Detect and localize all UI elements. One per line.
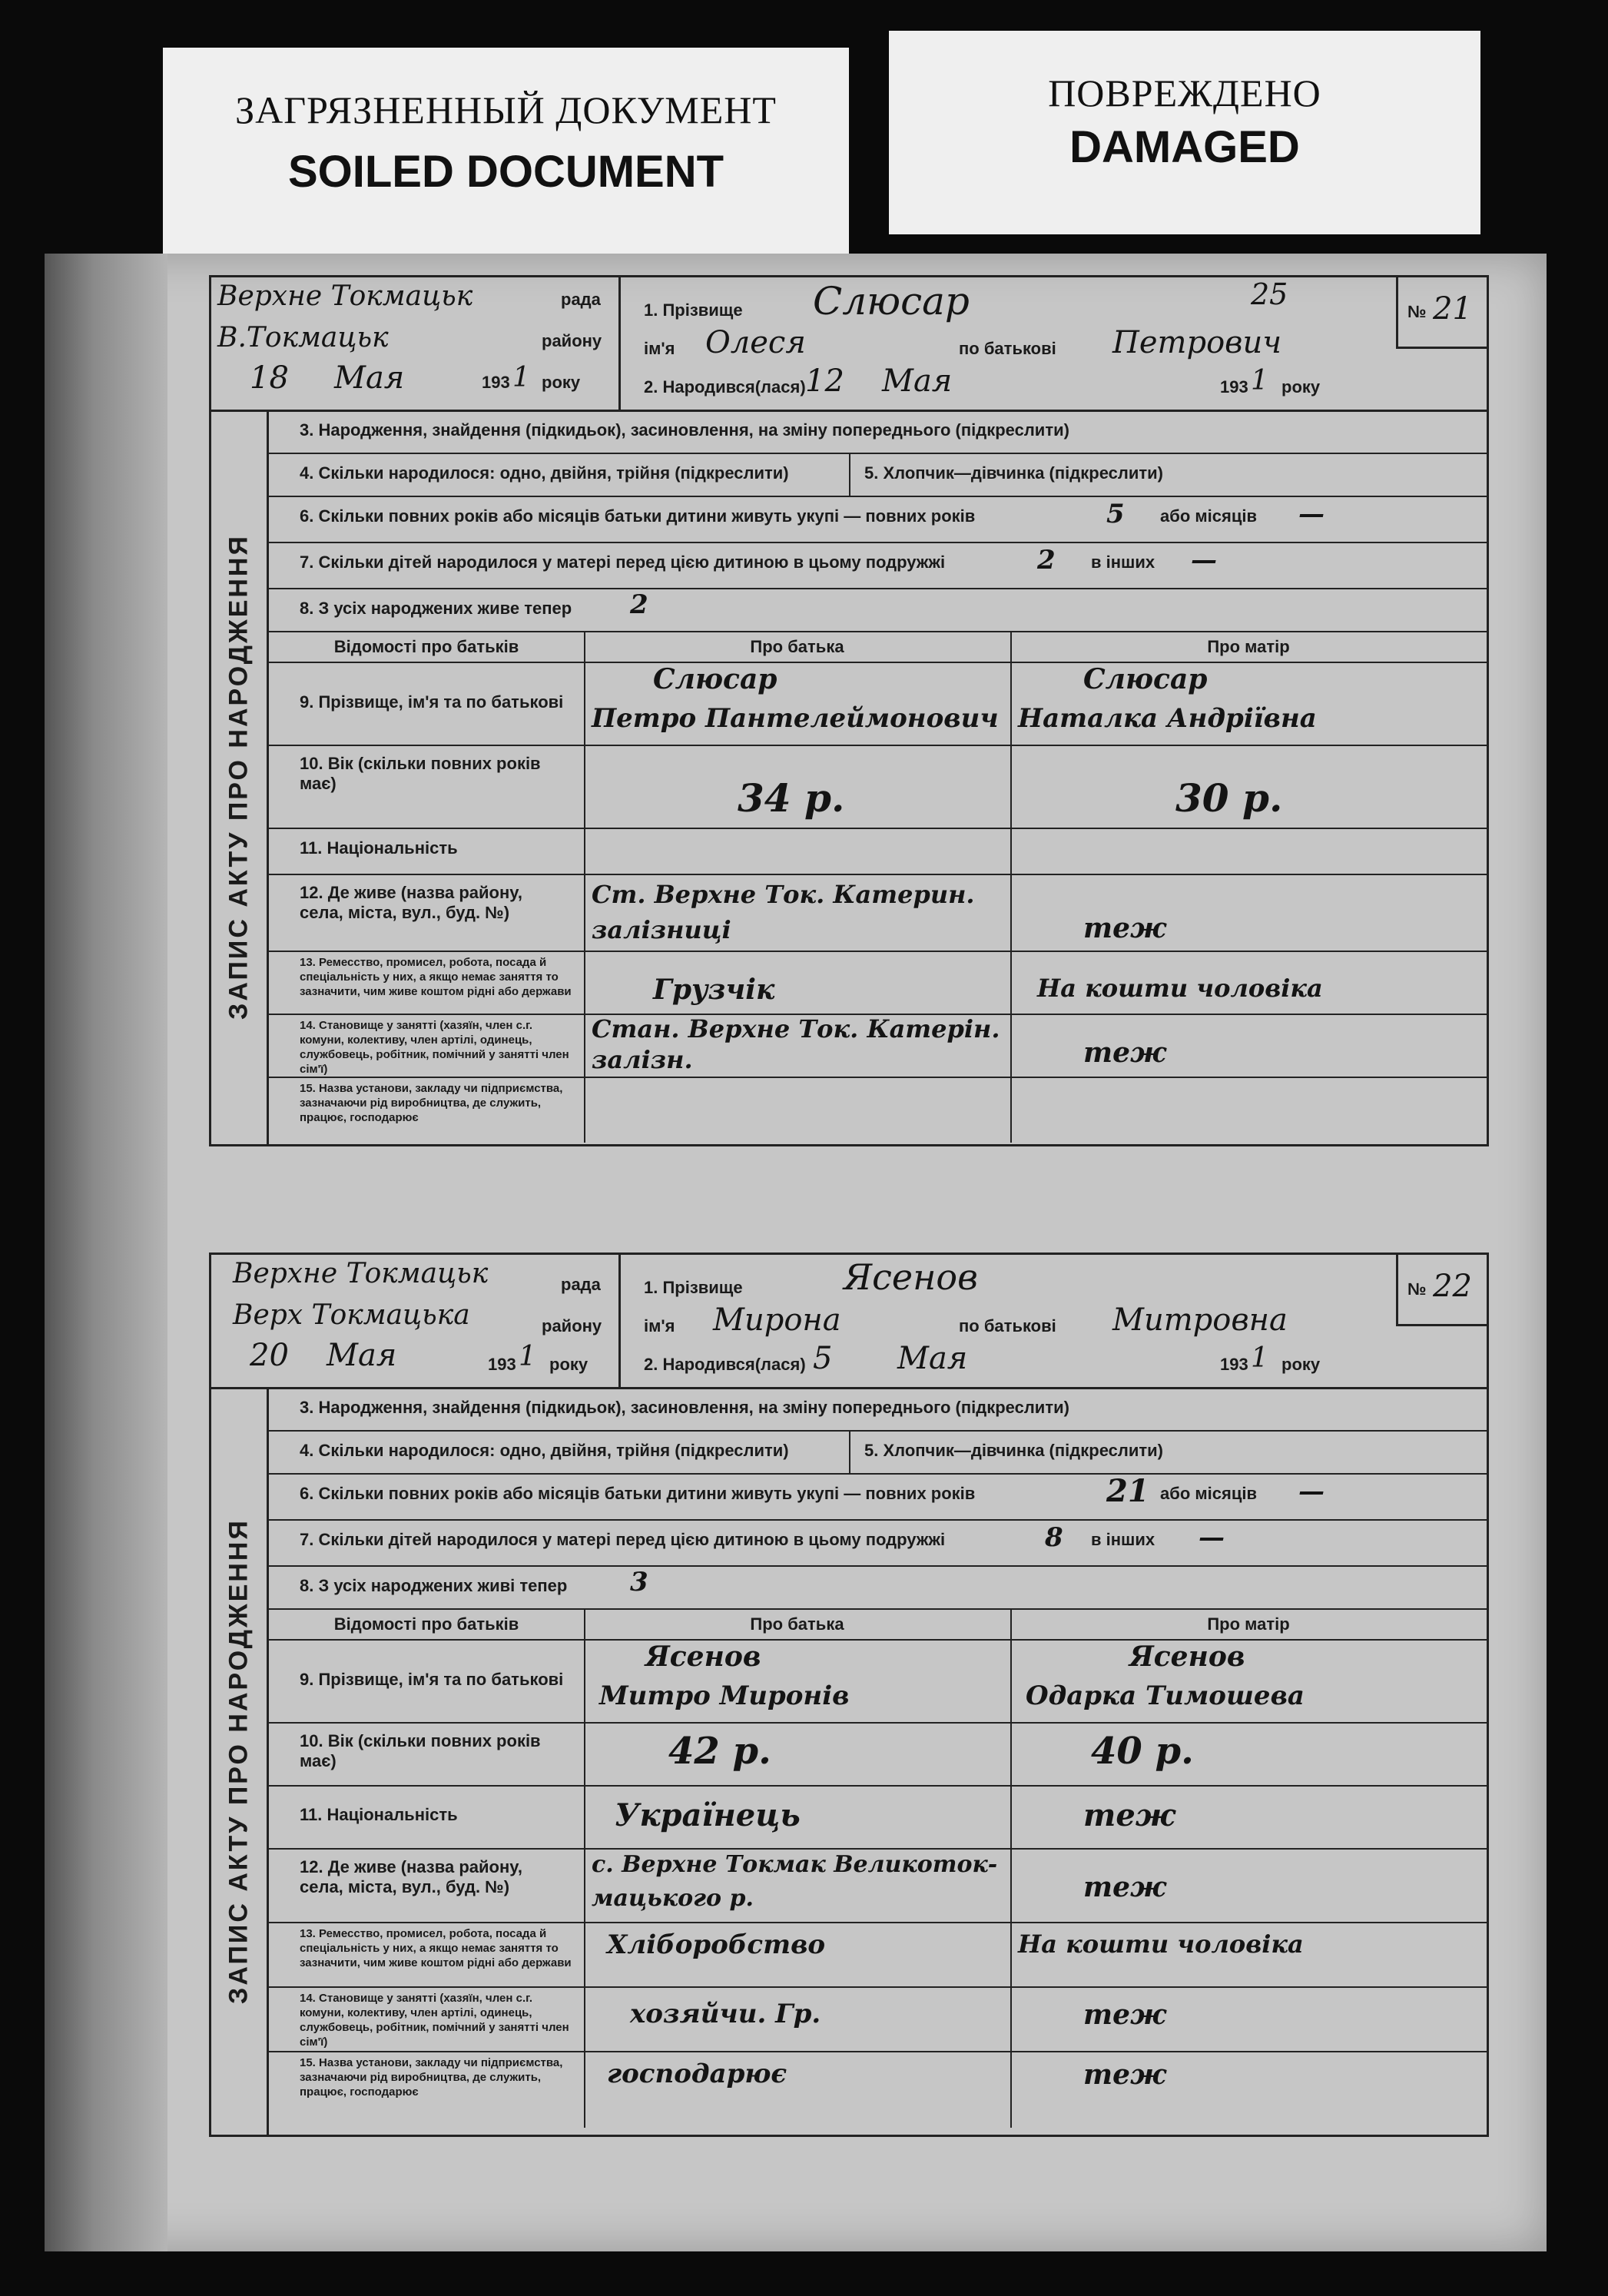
children-before: 8 (1045, 1522, 1063, 1553)
father-nationality-cell (584, 828, 1012, 874)
row-13-cell (269, 951, 585, 1014)
reg-month: Мая (327, 1338, 397, 1373)
row-10 (269, 1722, 1487, 1787)
father-address: Ст. Верхне Ток. Катерин. залізниці (592, 880, 975, 944)
months-together: — (1298, 1476, 1325, 1507)
name-label: ім'я (644, 1316, 675, 1335)
child-name: Мирона (713, 1302, 841, 1338)
mother-age: 40 р. (1091, 1730, 1194, 1773)
born-month: Мая (897, 1341, 968, 1376)
roku-label: року (542, 373, 581, 392)
mother-status: теж (1083, 1999, 1166, 2031)
row-12 (269, 1848, 1487, 1923)
damaged-label-ru: ПОВРЕЖДЕНО (1048, 71, 1321, 114)
father-work: Грузчік (653, 974, 775, 1006)
record-grid (267, 410, 1487, 1144)
page-binding (45, 254, 167, 2251)
number-label: № (1407, 1279, 1427, 1299)
row-11-label: 11. Національність (300, 1805, 458, 1824)
row-15 (269, 2051, 1487, 2128)
record-number-box (1396, 277, 1487, 349)
row-8 (269, 588, 1487, 632)
row-13-label: 13. Ремесство, промисел, робота, посада й спеціальність у них, а якщо немає заняття то зазначити, чим живе коштом рідні або держави (300, 1927, 572, 1969)
row-3-label: 3. Народження, знайдення (підкидьок), засиновлення, на зміну попереднього (підкреслити) (300, 1398, 1069, 1417)
row-6b-label: або місяців (1160, 506, 1257, 526)
record-header (211, 1255, 1487, 1389)
row-4-cell (269, 1430, 850, 1473)
row-14 (269, 1986, 1487, 2052)
birth-record-21 (209, 275, 1489, 1146)
row-15-cell (269, 2051, 585, 2128)
born-year-prefix: 193 (1220, 377, 1248, 396)
children-before: 2 (1037, 545, 1056, 576)
father-work-cell (584, 951, 1012, 1014)
surname-label: 1. Прізвище (644, 1278, 743, 1297)
row-10-label: 10. Вік (скільки повних років має) (300, 754, 541, 793)
mother-employer: теж (1083, 2059, 1166, 2091)
children-other: — (1199, 1522, 1225, 1553)
father-name-cell (584, 662, 1012, 745)
record-number-box (1396, 1255, 1487, 1326)
born-year-digit: 1 (1251, 365, 1268, 396)
row-9 (269, 662, 1487, 746)
soiled-document-label (163, 48, 849, 254)
mother-label: Про матір (1207, 637, 1290, 656)
father-status: хозяйчи. Гр. (630, 1999, 821, 2029)
father-work: Хліборобство (607, 1929, 826, 1960)
parents-header (269, 1608, 1487, 1641)
parents-hdr-cell (269, 631, 585, 662)
reg-year-digit: 1 (519, 1341, 536, 1372)
born-label: 2. Народився(лася) (644, 377, 806, 396)
child-patronymic: Митровна (1112, 1302, 1288, 1338)
born-year-digit: 1 (1251, 1342, 1268, 1374)
row-6b-label: або місяців (1160, 1484, 1257, 1503)
child-block (621, 277, 1397, 410)
father-age: 34 р. (738, 775, 845, 821)
father-hdr-cell (584, 631, 1012, 662)
row-9-label: 9. Прізвище, ім'я та по батькові (300, 1670, 564, 1689)
father-name: Митро Миронів (599, 1681, 850, 1711)
father-status-cell (584, 1014, 1012, 1077)
council-block (211, 1255, 621, 1387)
father-employer: господарює (607, 2059, 787, 2089)
reg-day: 18 (250, 360, 289, 396)
born-year-prefix: 193 (1220, 1355, 1248, 1374)
mother-work: На кошти чоловіка (1037, 974, 1323, 1003)
mother-name: Одарка Тимошева (1026, 1681, 1305, 1711)
damaged-label-en: DAMAGED (1069, 122, 1300, 172)
row-11-cell (269, 828, 585, 874)
row-14-label: 14. Становище у занятті (хазяїн, член с.г. комуни, колективу, член артілі, одинець, службовець, робітник, помічний у занятті член сім'ї) (300, 1019, 569, 1076)
row-11-cell (269, 1785, 585, 1848)
father-address: с. Верхне Токмак Великотокмацького р. (592, 1851, 998, 1912)
record-number: 22 (1433, 1269, 1472, 1304)
row-10-label: 10. Вік (скільки повних років має) (300, 1731, 541, 1770)
row-11 (269, 1785, 1487, 1850)
row-9-cell (269, 662, 585, 745)
row-12-cell (269, 1848, 585, 1922)
district-name: В.Токмацьк (217, 322, 389, 353)
row-7b-label: в інших (1091, 1530, 1155, 1549)
rada-label: рада (561, 1275, 601, 1294)
child-block (621, 1255, 1397, 1387)
district-name: Верх Токмацька (233, 1299, 470, 1331)
years-together: 5 (1106, 499, 1125, 529)
reg-year-prefix: 193 (482, 373, 510, 392)
row-4-5 (269, 453, 1487, 497)
years-together: 21 (1106, 1473, 1149, 1509)
row-4-label: 4. Скільки народилося: одно, двійня, трійня (підкреслити) (300, 463, 789, 483)
father-age-cell (584, 1722, 1012, 1785)
row-7 (269, 542, 1487, 589)
father-label: Про батька (750, 637, 844, 656)
mother-work: На кошти чоловіка (1018, 1929, 1304, 1959)
name-label: ім'я (644, 339, 675, 358)
child-surname: Слюсар (813, 279, 970, 323)
council-name: Верхне Токмацьк (233, 1258, 489, 1289)
row-15-cell (269, 1077, 585, 1143)
row-9-label: 9. Прізвище, ім'я та по батькові (300, 692, 564, 712)
row-5-label: 5. Хлопчик—дівчинка (підкреслити) (864, 463, 1164, 483)
row-13-cell (269, 1922, 585, 1986)
row-4-label: 4. Скільки народилося: одно, двійня, трійня (підкреслити) (300, 1441, 789, 1460)
reg-year-prefix: 193 (488, 1355, 516, 1374)
patronymic-label: по батькові (959, 1316, 1056, 1335)
row-7-label: 7. Скільки дітей народилося у матері перед цією дитиною в цьому подружжі (300, 1530, 946, 1549)
birth-record-22 (209, 1253, 1489, 2137)
parents-hdr-cell (269, 1608, 585, 1639)
row-12 (269, 874, 1487, 952)
row-7-label: 7. Скільки дітей народилося у матері перед цією дитиною в цьому подружжі (300, 552, 946, 572)
row-3 (269, 1387, 1487, 1432)
row-9-cell (269, 1639, 585, 1722)
mother-employer: теж (1083, 1037, 1166, 1069)
row-11 (269, 828, 1487, 875)
row-14-cell (269, 1986, 585, 2051)
reg-month: Мая (334, 360, 405, 396)
row-13-label: 13. Ремесство, промисел, робота, посада й спеціальність у них, а якщо немає заняття то зазначити, чим живе коштом рідні або держави (300, 956, 572, 998)
soiled-label-ru: ЗАГРЯЗНЕННЫЙ ДОКУМЕНТ (235, 88, 777, 131)
roku-label: року (549, 1355, 588, 1374)
reg-year-digit: 1 (512, 362, 530, 393)
row-12-cell (269, 874, 585, 951)
alive-count: 2 (630, 589, 648, 620)
side-title-text: ЗАПИС АКТУ ПРО НАРОДЖЕННЯ (224, 1518, 254, 2004)
father-surname: Слюсар (653, 663, 777, 695)
mother-label: Про матір (1207, 1614, 1290, 1634)
born-month: Мая (882, 363, 953, 399)
row-12-label: 12. Де живе (назва району, села, міста, вул., буд. №) (300, 1857, 522, 1896)
row-7 (269, 1519, 1487, 1567)
row-9 (269, 1639, 1487, 1724)
row-8 (269, 1565, 1487, 1610)
months-together: — (1298, 499, 1325, 529)
row-3 (269, 410, 1487, 454)
alive-count: 3 (630, 1567, 648, 1598)
child-patronymic: Петрович (1112, 325, 1282, 360)
row-5-label: 5. Хлопчик—дівчинка (підкреслити) (864, 1441, 1164, 1460)
damaged-label (889, 31, 1480, 234)
row-6 (269, 496, 1487, 543)
father-age-cell (584, 745, 1012, 828)
father-name-cell (584, 1639, 1012, 1722)
child-name: Олеся (705, 325, 806, 360)
row-15-label: 15. Назва установи, закладу чи підприємства, зазначаючи рід виробництва, де служить, працює, господарює (300, 1082, 563, 1124)
father-employer: Стан. Верхне Ток. Катерін. залізн. (592, 1014, 1000, 1074)
row-4-cell (269, 453, 850, 496)
row-8-label: 8. З усіх народжених живе тепер (300, 599, 572, 618)
record-header (211, 277, 1487, 412)
row-14-label: 14. Становище у занятті (хазяїн, член с.г. комуни, колективу, член артілі, одинець, службовець, робітник, помічний у занятті член сім'ї) (300, 1992, 569, 2049)
father-employer-cell (584, 1077, 1012, 1143)
number-label: № (1407, 302, 1427, 321)
father-work-cell (584, 1922, 1012, 1986)
row-11-label: 11. Національність (300, 838, 458, 858)
children-other: — (1191, 545, 1217, 576)
born-roku-label: року (1281, 377, 1321, 396)
mother-surname: Слюсар (1083, 663, 1208, 695)
row-13 (269, 951, 1487, 1015)
parents-label: Відомості про батьків (333, 1614, 519, 1634)
mother-nationality: теж (1083, 1797, 1175, 1833)
father-address-cell (584, 1848, 1012, 1922)
father-nationality-cell (584, 1785, 1012, 1848)
row-12-label: 12. Де живе (назва району, села, міста, вул., буд. №) (300, 883, 522, 922)
father-hdr-cell (584, 1608, 1012, 1639)
mother-address: теж (1083, 1871, 1166, 1903)
row-6-label: 6. Скільки повних років або місяців батьки дитини живуть укупі — повних років (300, 1484, 976, 1503)
record-grid (267, 1387, 1487, 2135)
father-label: Про батька (750, 1614, 844, 1634)
reg-day: 20 (250, 1338, 289, 1373)
rayon-label: району (542, 1316, 602, 1335)
record-index: 25 (1251, 277, 1288, 311)
child-surname: Ясенов (844, 1256, 978, 1298)
row-15 (269, 1077, 1487, 1143)
rada-label: рада (561, 290, 601, 309)
side-title (211, 410, 267, 1144)
mother-surname: Ясенов (1129, 1641, 1245, 1673)
rayon-label: району (542, 331, 602, 350)
record-number: 21 (1433, 291, 1472, 327)
soiled-label-en: SOILED DOCUMENT (287, 147, 724, 197)
row-13 (269, 1922, 1487, 1988)
mother-age: 30 р. (1175, 775, 1283, 821)
row-7b-label: в інших (1091, 552, 1155, 572)
side-title-text: ЗАПИС АКТУ ПРО НАРОДЖЕННЯ (224, 534, 254, 1020)
row-4-5 (269, 1430, 1487, 1475)
born-day: 5 (813, 1341, 833, 1376)
row-6 (269, 1473, 1487, 1521)
row-10-cell (269, 1722, 585, 1785)
council-block (211, 277, 621, 410)
father-surname: Ясенов (645, 1641, 761, 1673)
patronymic-label: по батькові (959, 339, 1056, 358)
side-title (211, 1387, 267, 2135)
row-14 (269, 1014, 1487, 1078)
father-name: Петро Пантелеймонович (592, 703, 999, 734)
mother-name: Наталка Андріївна (1018, 703, 1317, 734)
row-10 (269, 745, 1487, 829)
row-15-label: 15. Назва установи, закладу чи підприємства, зазначаючи рід виробництва, де служить, працює, господарює (300, 2056, 563, 2099)
mother-address: теж (1083, 912, 1166, 944)
row-14-cell (269, 1014, 585, 1077)
born-day: 12 (805, 363, 844, 399)
born-roku-label: року (1281, 1355, 1321, 1374)
surname-label: 1. Прізвище (644, 300, 743, 320)
row-6-label: 6. Скільки повних років або місяців батьки дитини живуть укупі — повних років (300, 506, 976, 526)
council-name: Верхне Токмацьк (217, 280, 473, 312)
parents-header (269, 631, 1487, 663)
father-status-cell (584, 1986, 1012, 2051)
parents-label: Відомості про батьків (333, 637, 519, 656)
father-employer-cell (584, 2051, 1012, 2128)
row-3-label: 3. Народження, знайдення (підкидьок), засиновлення, на зміну попереднього (підкреслити) (300, 420, 1069, 440)
father-nationality: Українець (615, 1797, 801, 1833)
row-8-label: 8. З усіх народжених живі тепер (300, 1576, 568, 1595)
row-10-cell (269, 745, 585, 828)
father-age: 42 р. (668, 1730, 771, 1773)
father-address-cell (584, 874, 1012, 951)
born-label: 2. Народився(лася) (644, 1355, 806, 1374)
